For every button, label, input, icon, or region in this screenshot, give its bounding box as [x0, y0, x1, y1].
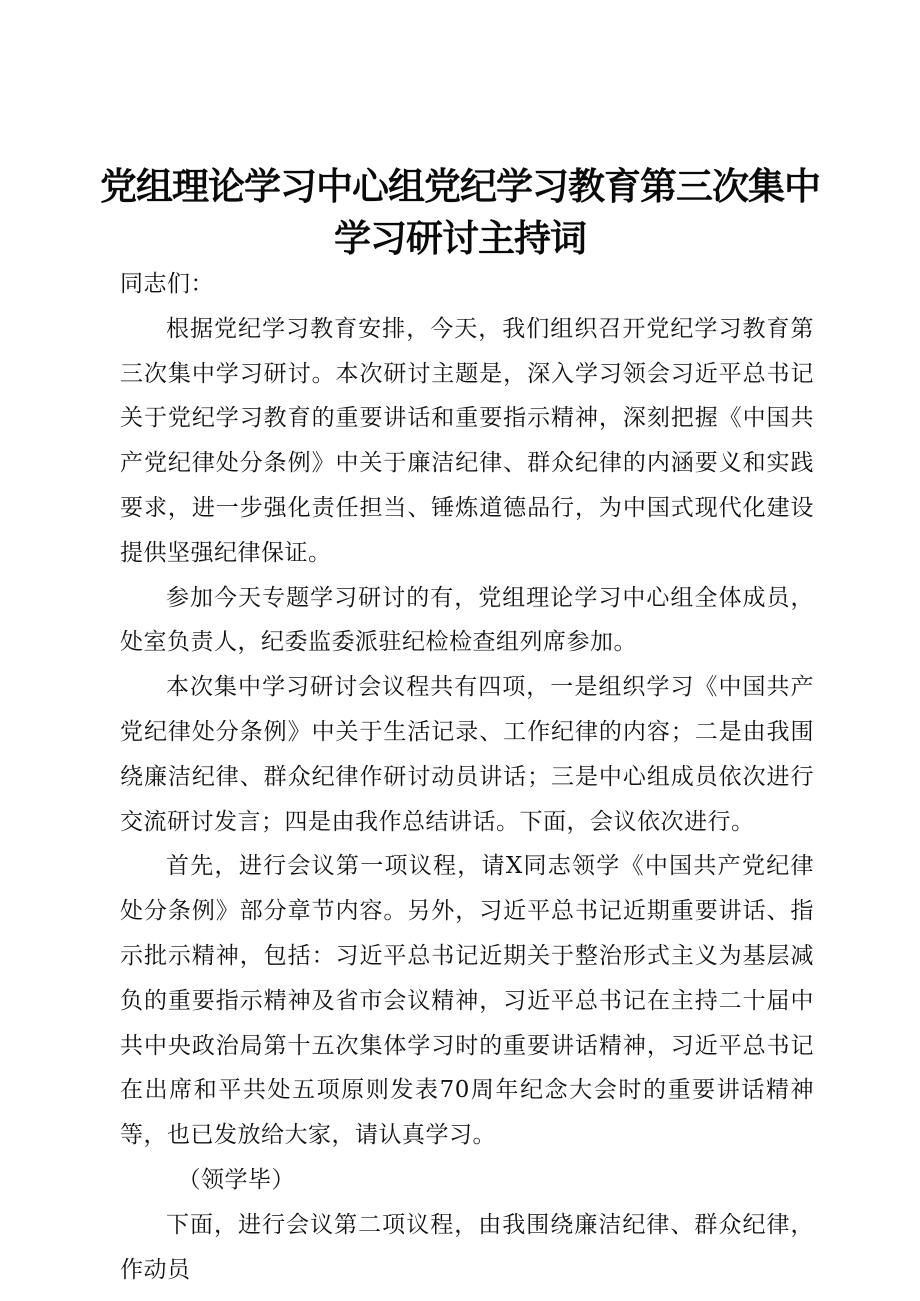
note-line: （领学毕）: [177, 1166, 295, 1193]
document-title-line-1: 党组理论学习中心组党纪学习教育第三次集中: [100, 165, 820, 208]
salutation: 同志们：: [120, 271, 214, 297]
paragraph-1: 根据党纪学习教育安排，今天，我们组织召开党纪学习教育第三次集中学习研讨。本次研讨主题是，深入学习领会习近平总书记关于党纪学习教育的重要讲话和重要指示精神，深刻把握《中国共产党纪律处分条例》中关于廉洁纪律、群众纪律的内涵要义和实践要求，进一步强化责任担当、锤炼道德品行，为中国式现代化建设提供坚强纪律保证。: [120, 315, 814, 566]
document-body: [120, 262, 814, 1292]
document-title-line-2: 学习研讨主持词: [334, 217, 586, 260]
paragraph-4: 首先，进行会议第一项议程，请X同志领学《中国共产党纪律处分条例》部分章节内容。另外，习近平总书记近期重要讲话、指示批示精神，包括：习近平总书记近期关于整治形式主义为基层减负的重要指示精神及省市会议精神，习近平总书记在主持二十届中共中央政治局第十五次集体学习时的重要讲话精神，习近平总书记在出席和平共处五项原则发表70周年纪念大会时的重要讲话精神等，也已发放给大家，请认真学习。: [120, 853, 814, 1149]
paragraph-5: 下面，进行会议第二项议程，由我围绕廉洁纪律、群众纪律，作动员: [120, 1211, 814, 1283]
paragraph-2: 参加今天专题学习研讨的有，党组理论学习中心组全体成员，处室负责人，纪委监委派驻纪检检查组列席参加。: [120, 584, 814, 656]
paragraph-3: 本次集中学习研讨会议程共有四项，一是组织学习《中国共产党纪律处分条例》中关于生活记录、工作纪律的内容；二是由我围绕廉洁纪律、群众纪律作研讨动员讲话；三是中心组成员依次进行交流研讨发言；四是由我作总结讲话。下面，会议依次进行。: [120, 674, 814, 835]
